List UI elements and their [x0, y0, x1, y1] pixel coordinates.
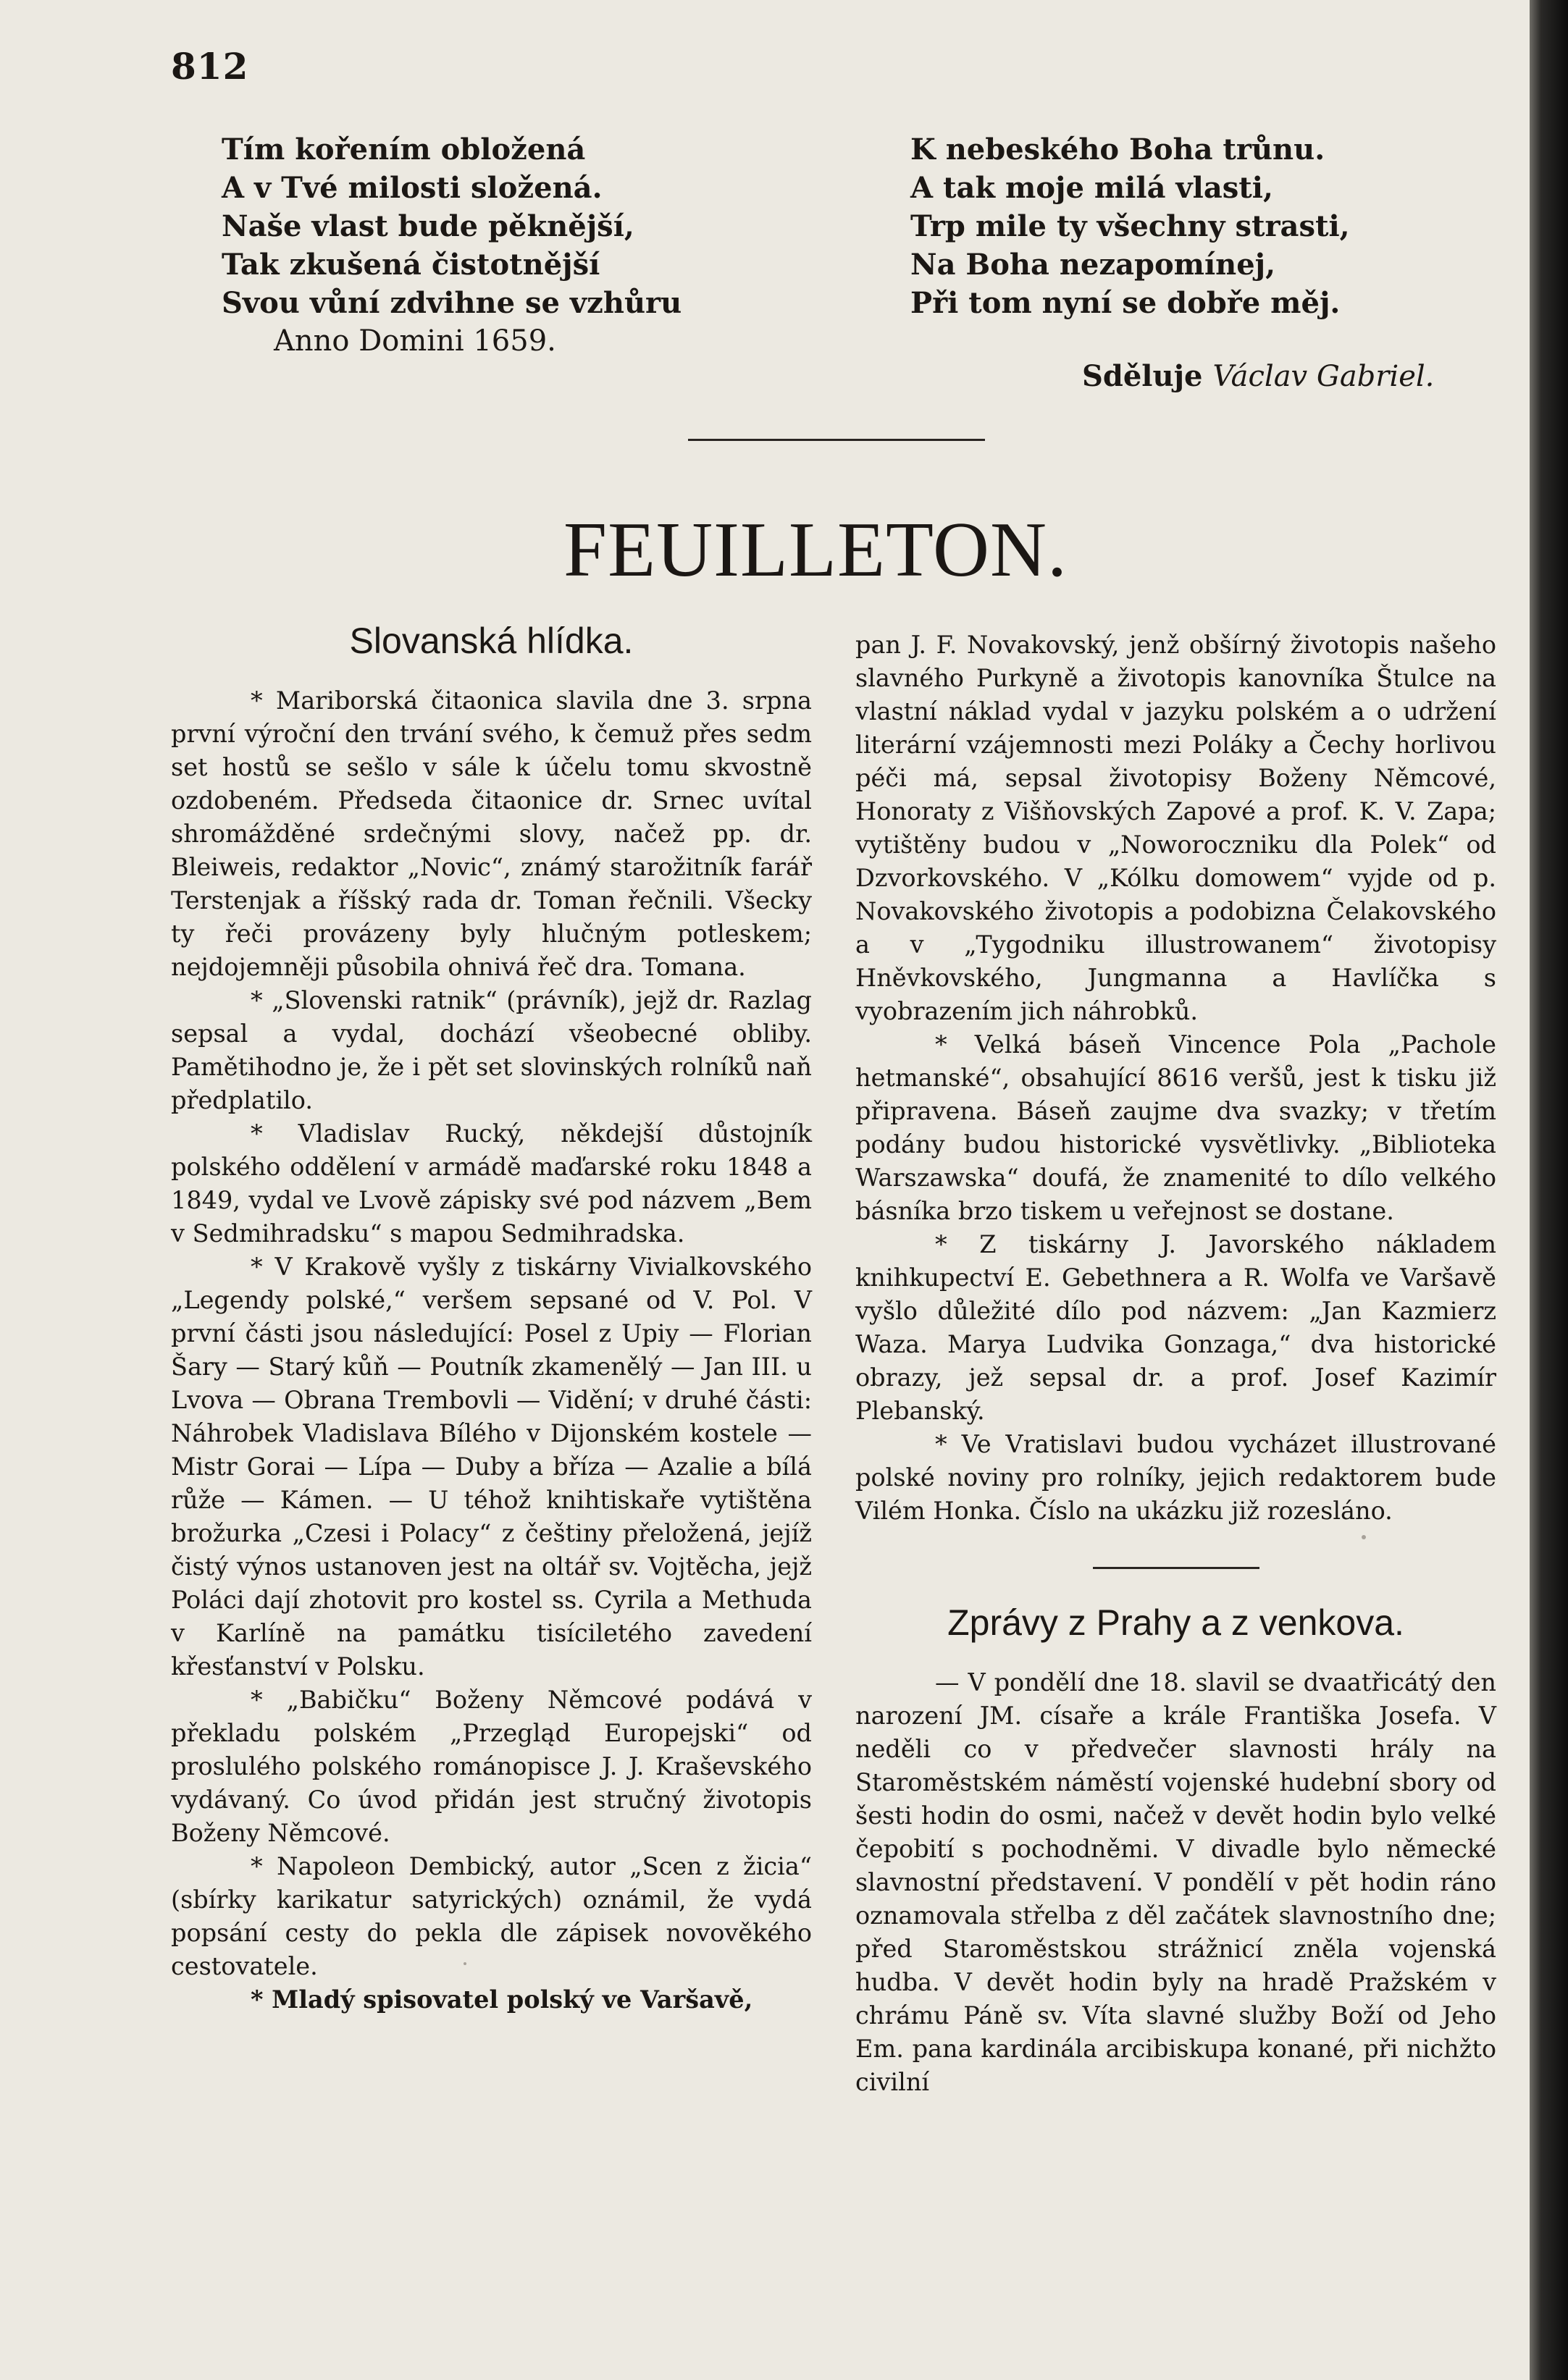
page-number: 812 — [171, 45, 249, 88]
poem-left-stanza — [222, 130, 682, 361]
article-paragraph: * „Babičku“ Boženy Němcové podává v překladu polském „Przegląd Europejski“ od proslulého polského románopisce J. J. Kraševského vydávaný. Co úvod přidán jest stručný životopis Boženy Němcové. — [171, 1686, 812, 1847]
poem-line: Naše vlast bude pěknější, — [222, 209, 634, 243]
poem-right-stanza — [910, 130, 1350, 322]
column-heading: Slovanská hlídka. — [349, 621, 634, 661]
article-continuation: pan J. F. Novakovský, jenž obšírný životopis našeho slavného Purkyně a životopis kanovníka Štulce na vlastní náklad vydal v jazyku polském a o udržení literární vzájemnosti mezi Poláky a Čechy horlivou péči má, sepsal životopisy Boženy Němcové, Honoraty z Višňovských Zapové a prof. K. V. Zapa; vytištěny budou v „Noworoczniku dla Polek“ od Dzvorkovského. V „Kólku domowem“ vyjde od p. Novakovského životopis a podobizna Čelakovského a v „Tygodniku illustrowanem“ životopisy Hněvkovského, Jungmanna a Havlíčka s vyobrazením jich náhrobků. — [855, 631, 1496, 1025]
section-divider — [688, 439, 985, 441]
article-paragraph: * Ve Vratislavi budou vycházet illustrované polské noviny pro rolníky, jejich redaktorem bude Vilém Honka. Číslo na ukázku již rozesláno. — [855, 1430, 1496, 1525]
scan-speck — [464, 1962, 466, 1965]
signature-name: Václav Gabriel. — [1212, 360, 1435, 393]
poem-date-line: Anno Domini 1659. — [274, 324, 556, 358]
poem-line: Svou vůní zdvihne se vzhůru — [222, 286, 682, 320]
poem-line: Na Boha nezapomínej, — [910, 248, 1276, 282]
poem-signature — [1082, 359, 1434, 393]
signature-prefix: Sděluje — [1082, 359, 1203, 393]
poem-line: Tak zkušená čistotnější — [222, 248, 600, 282]
poem-line: K nebeského Boha trůnu. — [910, 133, 1325, 167]
article-paragraph: * Vladislav Rucký, někdejší důstojník polského oddělení v armádě maďarské roku 1848 a 1849, vydal ve Lvově zápisky své pod názvem „Bem v Sedmihradsku“ s mapou Sedmihradska. — [171, 1119, 812, 1248]
section-title: FEUILLETON. — [563, 507, 1068, 593]
poem-line: Při tom nyní se dobře měj. — [910, 286, 1341, 320]
article-paragraph: * „Slovenski ratnik“ (právník), jejž dr. Razlag sepsal a vydal, dochází všeobecné obliby. Pamětihodno je, že i pět set slovinských rolníků naň předplatilo. — [171, 986, 812, 1114]
column-heading: Zprávy z Prahy a z venkova. — [947, 1602, 1404, 1643]
page-edge-shadow — [1530, 0, 1568, 2380]
article-paragraph: * V Krakově vyšly z tiskárny Vivialkovského „Legendy polské,“ veršem sepsané od V. Pol. V první části jsou následující: Posel z Upiy — Florian Šary — Starý kůň — Poutník zkamenělý — Jan III. u Lvova — Obrana Trembovli — Vidění; v druhé části: Náhrobek Vladislava Bílého v Dijonském kostele — Mistr Gorai — Lípa — Duby a bříza — Azalie a bílá růže — Kámen. — U téhož knihtiskaře vytištěna brožurka „Czesi i Polacy“ z češtiny přeložená, jejíž čistý výnos ustanoven jest na oltář sv. Vojtěcha, jejž Poláci dají zhotovit pro kostel ss. Cyrila a Methuda v Karlíně na památku tisíciletého zavedení křesťanství v Polsku. — [171, 1253, 812, 1681]
poem-line: A tak moje milá vlasti, — [910, 171, 1273, 205]
poem-line: Tím kořením obložená — [222, 133, 586, 167]
article-paragraph: * Z tiskárny J. Javorského nákladem knihkupectví E. Gebethnera a R. Wolfa ve Varšavě vyšlo důležité dílo pod názvem: „Jan Kazmierz Waza. Marya Ludvika Gonzaga,“ dva historické obrazy, jež sepsal dr. a prof. Josef Kazimír Plebanský. — [855, 1230, 1496, 1425]
column-divider — [1093, 1567, 1259, 1569]
scan-speck — [1362, 1535, 1366, 1539]
article-paragraph: * Mariborská čitaonica slavila dne 3. srpna první výroční den trvání svého, k čemuž přes sedm set hostů se sešlo v sále k účelu tomu skvostně ozdobeném. Předseda čitaonice dr. Srnec uvítal shromážděné srdečnými slovy, načež pp. dr. Bleiweis, redaktor „Novic“, známý starožitník farář Terstenjak a říšský rada dr. Toman řečnili. Všecky ty řeči provázeny byly hlučným potleskem; nejdojemněji působila ohnivá řeč dra. Tomana. — [171, 686, 812, 981]
poem-line: A v Tvé milosti složená. — [222, 171, 603, 205]
news-paragraph: — V pondělí dne 18. slavil se dvaatřicátý den narození JM. císaře a krále Františka Josefa. V neděli co v předvečer slavnosti hrály na Staroměstském náměstí vojenské hudební sbory od šesti hodin do osmi, načež v devět hodin bylo velké čepobití s pochodněmi. V divadle bylo německé slavnostní představení. V pondělí v pět hodin ráno oznamovala střelba z děl začátek slavnostního dne; před Staroměstskou strážnicí zněla vojenská hudba. V devět hodin byly na hradě Pražském v chrámu Páně sv. Víta slavné služby Boží od Jeho Em. pana kardinála arcibiskupa konané, při nichžto civilní — [855, 1668, 1496, 2096]
poem-line: Trp mile ty všechny strasti, — [910, 209, 1350, 243]
article-paragraph: * Napoleon Dembický, autor „Scen z žicia“ (sbírky karikatur satyrických) oznámil, že vydá popsání cesty do pekla dle zápisek novověkého cestovatele. — [171, 1852, 812, 1980]
right-column — [855, 628, 1496, 2099]
article-paragraph: * Mladý spisovatel polský ve Varšavě, — [251, 1985, 753, 2014]
article-paragraph: * Velká báseň Vincence Pola „Pachole hetmanské“, obsahující 8616 veršů, jest k tisku již připravena. Báseň zaujme dva svazky; v třetím podány budou historické vysvětlivky. „Biblioteka Warszawska“ doufá, že znamenité to dílo velkého básníka brzo tiskem u veřejnost se dostane. — [855, 1030, 1496, 1225]
left-column — [171, 619, 812, 2017]
